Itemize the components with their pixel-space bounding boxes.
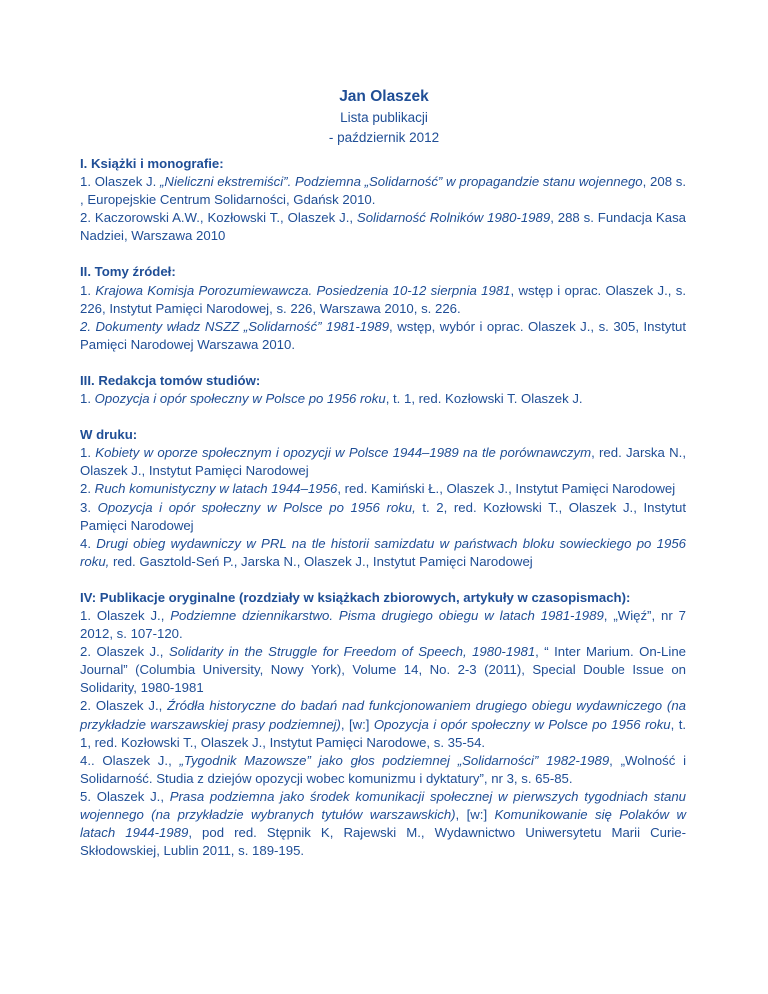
publication-section [80, 263, 686, 353]
publication-section [80, 589, 686, 860]
publication-section [80, 426, 686, 571]
publication-text: 1. [80, 282, 96, 298]
section-heading: III. Redakcja tomów studiów: [80, 372, 261, 388]
publication-text: red. Gasztold-Seń P., Jarska N., Olaszek J., Instytut Pamięci Narodowej [109, 553, 533, 569]
publication-text: , „Wolność i Solidarność. Studia z dziejów opozycji wobec komunizmu i dyktatury”, nr 3, s. 65-85. [80, 752, 686, 786]
publication-text: , t. 1, red. Kozłowski T., Olaszek J., Instytut Pamięci Narodowe, s. 35-54. [80, 716, 687, 750]
publication-entry [80, 209, 686, 245]
section-heading: W druku: [80, 427, 138, 443]
publication-entry [80, 499, 686, 535]
publication-text: , 208 s. , Europejskie Centrum Solidarności, Gdańsk 2010. [80, 174, 686, 208]
publication-section [80, 372, 686, 408]
publication-text: 1. Olaszek J. [80, 174, 161, 190]
publication-title: Ruch komunistyczny w latach 1944–1956 [94, 481, 338, 497]
publication-text: 2. [80, 481, 95, 497]
publication-text: , pod red. Stępnik K, Rajewski M., Wydawnictwo Uniwersytetu Marii Curie-Skłodowskiej, Lublin 2011, s. 189-195. [80, 825, 687, 859]
section-heading: II. Tomy źródeł: [80, 264, 176, 280]
publication-title: Komunikowanie się Polaków w latach 1944-1989 [80, 807, 686, 841]
document-date: - październik 2012 [328, 130, 440, 145]
publication-title: Prasa podziemna jako środek komunikacji społecznej w pierwszych tygodniach stanu wojennego (na przykładzie wybranych tytułów warszawskich) [80, 788, 686, 822]
publication-text: 1. [80, 391, 95, 407]
publication-list [80, 155, 686, 878]
publication-entry [80, 444, 686, 480]
author-name: Jan Olaszek [339, 88, 429, 105]
publication-text: , „Więź”, nr 7 2012, s. 107-120. [80, 607, 686, 642]
publication-text: 2. Olaszek J., [80, 698, 168, 714]
publication-text: 5. Olaszek J., [80, 788, 170, 804]
publication-text: 4.. Olaszek J., [80, 752, 180, 768]
publication-text: , 288 s. Fundacja Kasa Nadziei, Warszawa 2010 [80, 210, 686, 244]
publication-entry [80, 480, 686, 498]
publication-title: Opozycja i opór społeczny w Polsce po 1956 roku, [97, 499, 416, 515]
document-header [0, 86, 768, 148]
publication-text: , [w:] [340, 716, 374, 732]
publication-entry [80, 318, 686, 354]
publication-text: 1. [80, 445, 96, 461]
publication-title: Solidarity in the Struggle for Freedom of Speech, 1980-1981 [168, 644, 536, 660]
publication-title: Podziemne dziennikarstwo. Pisma drugiego obiegu w latach 1981-1989 [170, 607, 604, 623]
publication-entry [80, 535, 686, 571]
publication-entry [80, 390, 686, 408]
publication-entry [80, 788, 686, 860]
publication-text: , [w:] [455, 807, 495, 822]
publication-title: Solidarność Rolników 1980-1989 [356, 210, 551, 226]
publication-text: 2. Kaczorowski A.W., Kozłowski T., Olaszek J., [80, 210, 357, 226]
publication-title: 2. Dokumenty władz NSZZ „Solidarność” 1981-1989 [80, 318, 390, 334]
publication-title: Krajowa Komisja Porozumiewawcza. Posiedzenia 10-12 sierpnia 1981 [95, 282, 511, 298]
publication-text: , red. Kamiński Ł., Olaszek J., Instytut Pamięci Narodowej [337, 481, 676, 497]
publication-entry [80, 697, 686, 751]
publication-entry [80, 752, 686, 788]
publication-title: „Tygodnik Mazowsze” jako głos podziemnej „Solidarności” 1982-1989 [179, 752, 610, 768]
publication-entry [80, 282, 686, 318]
publication-text: , wstęp i oprac. Olaszek J., s. 226, Instytut Pamięci Narodowej, s. 226, Warszawa 2010, s. 226. [80, 282, 686, 316]
publication-title: „Nieliczni ekstremiści”. Podziemna „Solidarność” w propagandzie stanu wojennego [160, 174, 643, 190]
section-heading: IV: Publikacje oryginalne (rozdziały w książkach zbiorowych, artykuły w czasopismach): [80, 589, 631, 605]
publication-text: , t. 1, red. Kozłowski T. Olaszek J. [385, 391, 583, 407]
publication-text: , “ Inter Marium. On-Line Journal” (Columbia University, Nowy York), Volume 14, No. 2-3 (2011), Special Double Issue on Solidarity, 1980-1981 [80, 644, 686, 696]
publication-text: 4. [80, 535, 97, 551]
publication-entry [80, 607, 686, 643]
publication-title: Opozycja i opór społeczny w Polsce po 1956 roku [373, 716, 671, 732]
publication-entry [80, 643, 686, 697]
publication-title: Drugi obieg wydawniczy w PRL na tle historii samizdatu w państwach bloku sowieckiego po 1956 roku, [80, 535, 686, 569]
section-heading: I. Książki i monografie: [80, 156, 224, 171]
publication-title: Źródła historyczne do badań nad funkcjonowaniem drugiego obiegu wydawniczego (na przykładzie warszawskiej prasy podziemnej) [80, 698, 686, 732]
publication-text: t. 2, red. Kozłowski T., Olaszek J., Instytut Pamięci Narodowej [80, 499, 686, 533]
publication-section [80, 155, 686, 245]
publication-text: , red. Jarska N., Olaszek J., Instytut Pamięci Narodowej [80, 445, 686, 479]
publication-title: Kobiety w oporze społecznym i opozycji w Polsce 1944–1989 na tle porównawczym [95, 445, 592, 461]
publication-text: 1. Olaszek J., [80, 607, 171, 623]
publication-text: 2. Olaszek J., [80, 644, 169, 660]
publication-text: , wstęp, wybór i oprac. Olaszek J., s. 305, Instytut Pamięci Narodowej Warszawa 2010. [80, 318, 686, 352]
publication-text: 3. [80, 499, 98, 515]
document-subtitle: Lista publikacji [340, 110, 428, 125]
publication-entry [80, 173, 686, 209]
publication-title: Opozycja i opór społeczny w Polsce po 1956 roku [94, 391, 386, 407]
